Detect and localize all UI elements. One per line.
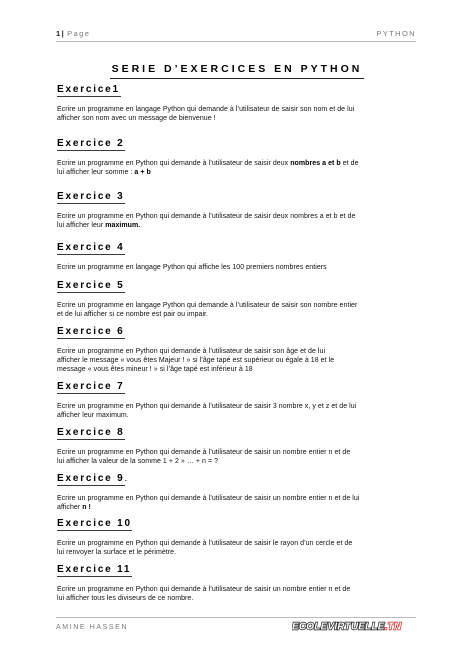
bold-term: nombres a et b — [290, 160, 341, 167]
bold-term: n ! — [82, 504, 91, 511]
text-line: afficher le message « vous êtes Majeur ! » si l’âge tapé est supérieur ou égale à 18 et le — [57, 357, 335, 364]
exercise-heading — [57, 191, 419, 205]
exercise-text — [57, 539, 419, 557]
exercise-9 — [57, 473, 419, 512]
exercise-2 — [57, 138, 419, 177]
heading-rule — [57, 485, 125, 486]
text-line: lui afficher leur somme : — [57, 169, 135, 176]
exercise-10 — [57, 518, 419, 557]
text-line: Ecrire un programme en Python qui demande à l’utilisateur de saisir un nombre entier n et de — [57, 449, 351, 456]
text-line: lui afficher la valeur de la somme 1 + 2 » … + n = ? — [57, 458, 219, 465]
text-line: Ecrire un programme en Python qui demande à l’utilisateur de saisir un nombre entier n et de — [57, 586, 351, 593]
svg-text:ECOLEVIRTUELLE.TN: ECOLEVIRTUELLE.TN — [292, 621, 402, 632]
text-line: et de lui afficher si ce nombre est pair ou impair. — [57, 311, 209, 318]
exercise-title: Exercice 3 — [57, 191, 125, 202]
exercise-8 — [57, 427, 419, 466]
exercise-title: Exercice1 — [57, 84, 120, 95]
exercise-title: Exercice 4 — [57, 242, 125, 253]
exercise-title: Exercice 8 — [57, 427, 125, 438]
heading-rule — [57, 439, 125, 440]
exercise-6 — [57, 326, 419, 374]
exercise-7 — [57, 381, 419, 420]
text-line: et de — [340, 160, 359, 167]
exercise-heading — [57, 84, 419, 98]
text-line: Ecrire un programme en langage Python qui affiche les 100 premiers nombres entiers — [57, 264, 327, 271]
exercise-1 — [57, 84, 419, 123]
text-line: message « vous êtes mineur ! » si l’âge tapé est inférieur à 18 — [57, 366, 253, 373]
exercise-title: Exercice 9 — [57, 473, 125, 484]
text-line: Ecrire un programme en langage Python qui demande à l’utilisateur de saisir son nombre entier — [57, 302, 358, 309]
heading-rule — [57, 292, 125, 293]
exercise-heading — [57, 242, 419, 256]
text-line: Ecrire un programme en Python qui demande à l’utilisateur de saisir le rayon d’un cercle et de — [57, 540, 353, 547]
footer-rule — [56, 617, 416, 618]
exercise-text — [57, 159, 419, 177]
text-line: Ecrire un programme en Python qui demande à l’utilisateur de saisir deux nombres a et b et de — [57, 213, 356, 220]
exercise-title: Exercice 6 — [57, 326, 125, 337]
exercise-11 — [57, 564, 419, 603]
text-line: afficher — [57, 504, 83, 511]
exercise-text — [57, 402, 419, 420]
exercise-heading — [57, 280, 419, 294]
exercise-heading — [57, 138, 419, 152]
text-line: Ecrire un programme en Python qui demande à l’utilisateur de saisir son âge et de lui — [57, 348, 326, 355]
exercise-text — [57, 263, 419, 272]
exercise-text — [57, 448, 419, 466]
exercise-4 — [57, 242, 419, 272]
text-line: Ecrire un programme en langage Python qui demande à l’utilisateur de saisir son nom et de lui — [57, 106, 355, 113]
ecolevirtuelle-logo — [292, 620, 420, 632]
text-line: afficher son nom avec un message de bienvenue ! — [57, 115, 216, 122]
exercise-title: Exercice 7 — [57, 381, 125, 392]
page-header — [56, 29, 416, 41]
heading-rule — [57, 530, 132, 531]
heading-rule — [57, 338, 125, 339]
exercise-text — [57, 212, 419, 230]
exercise-heading — [57, 564, 419, 578]
exercise-heading — [57, 473, 419, 487]
heading-rule — [57, 576, 132, 577]
exercise-heading — [57, 326, 419, 340]
exercise-text — [57, 494, 419, 512]
text-line: lui renvoyer la surface et le périmètre. — [57, 549, 177, 556]
exercise-text — [57, 585, 419, 603]
heading-suffix: . — [124, 473, 130, 484]
text-line: Ecrire un programme en Python qui demande à l’utilisateur de saisir 3 nombre x, y et z et de lui — [57, 403, 357, 410]
exercise-3 — [57, 191, 419, 230]
exercise-heading — [57, 427, 419, 441]
footer-author: AMINE HASSEN — [56, 624, 129, 631]
exercise-5 — [57, 280, 419, 319]
exercise-title: Exercice 5 — [57, 280, 125, 291]
title-underline — [110, 78, 364, 79]
heading-rule — [57, 203, 125, 204]
exercise-heading — [57, 518, 419, 532]
header-rule — [56, 41, 416, 42]
text-line: lui afficher tous les diviseurs de ce nombre. — [57, 595, 194, 602]
heading-rule — [57, 150, 125, 151]
page-word: Page — [67, 29, 91, 38]
header-subject: PYTHON — [376, 29, 416, 38]
header-separator: | — [61, 29, 66, 38]
heading-rule — [57, 254, 125, 255]
text-line: Ecrire un programme en Python qui demande à l’utilisateur de saisir deux — [57, 160, 291, 167]
document-title: SERIE D’EXERCICES EN PYTHON — [111, 63, 363, 75]
page-number: 1 — [56, 29, 61, 38]
heading-rule — [57, 96, 121, 97]
heading-rule — [57, 393, 125, 394]
exercise-text — [57, 105, 419, 123]
text-line: afficher leur maximum. — [57, 412, 129, 419]
bold-term: maximum. — [105, 222, 141, 229]
exercise-text — [57, 347, 419, 374]
text-line: Ecrire un programme en Python qui demande à l’utilisateur de saisir un nombre entier n et de lui — [57, 495, 360, 502]
text-line: lui afficher leur — [57, 222, 106, 229]
exercise-title: Exercice 10 — [57, 518, 132, 529]
exercise-text — [57, 301, 419, 319]
exercise-title: Exercice 2 — [57, 138, 125, 149]
exercise-title: Exercice 11 — [57, 564, 132, 575]
exercise-heading — [57, 381, 419, 395]
bold-term: a + b — [134, 169, 151, 176]
